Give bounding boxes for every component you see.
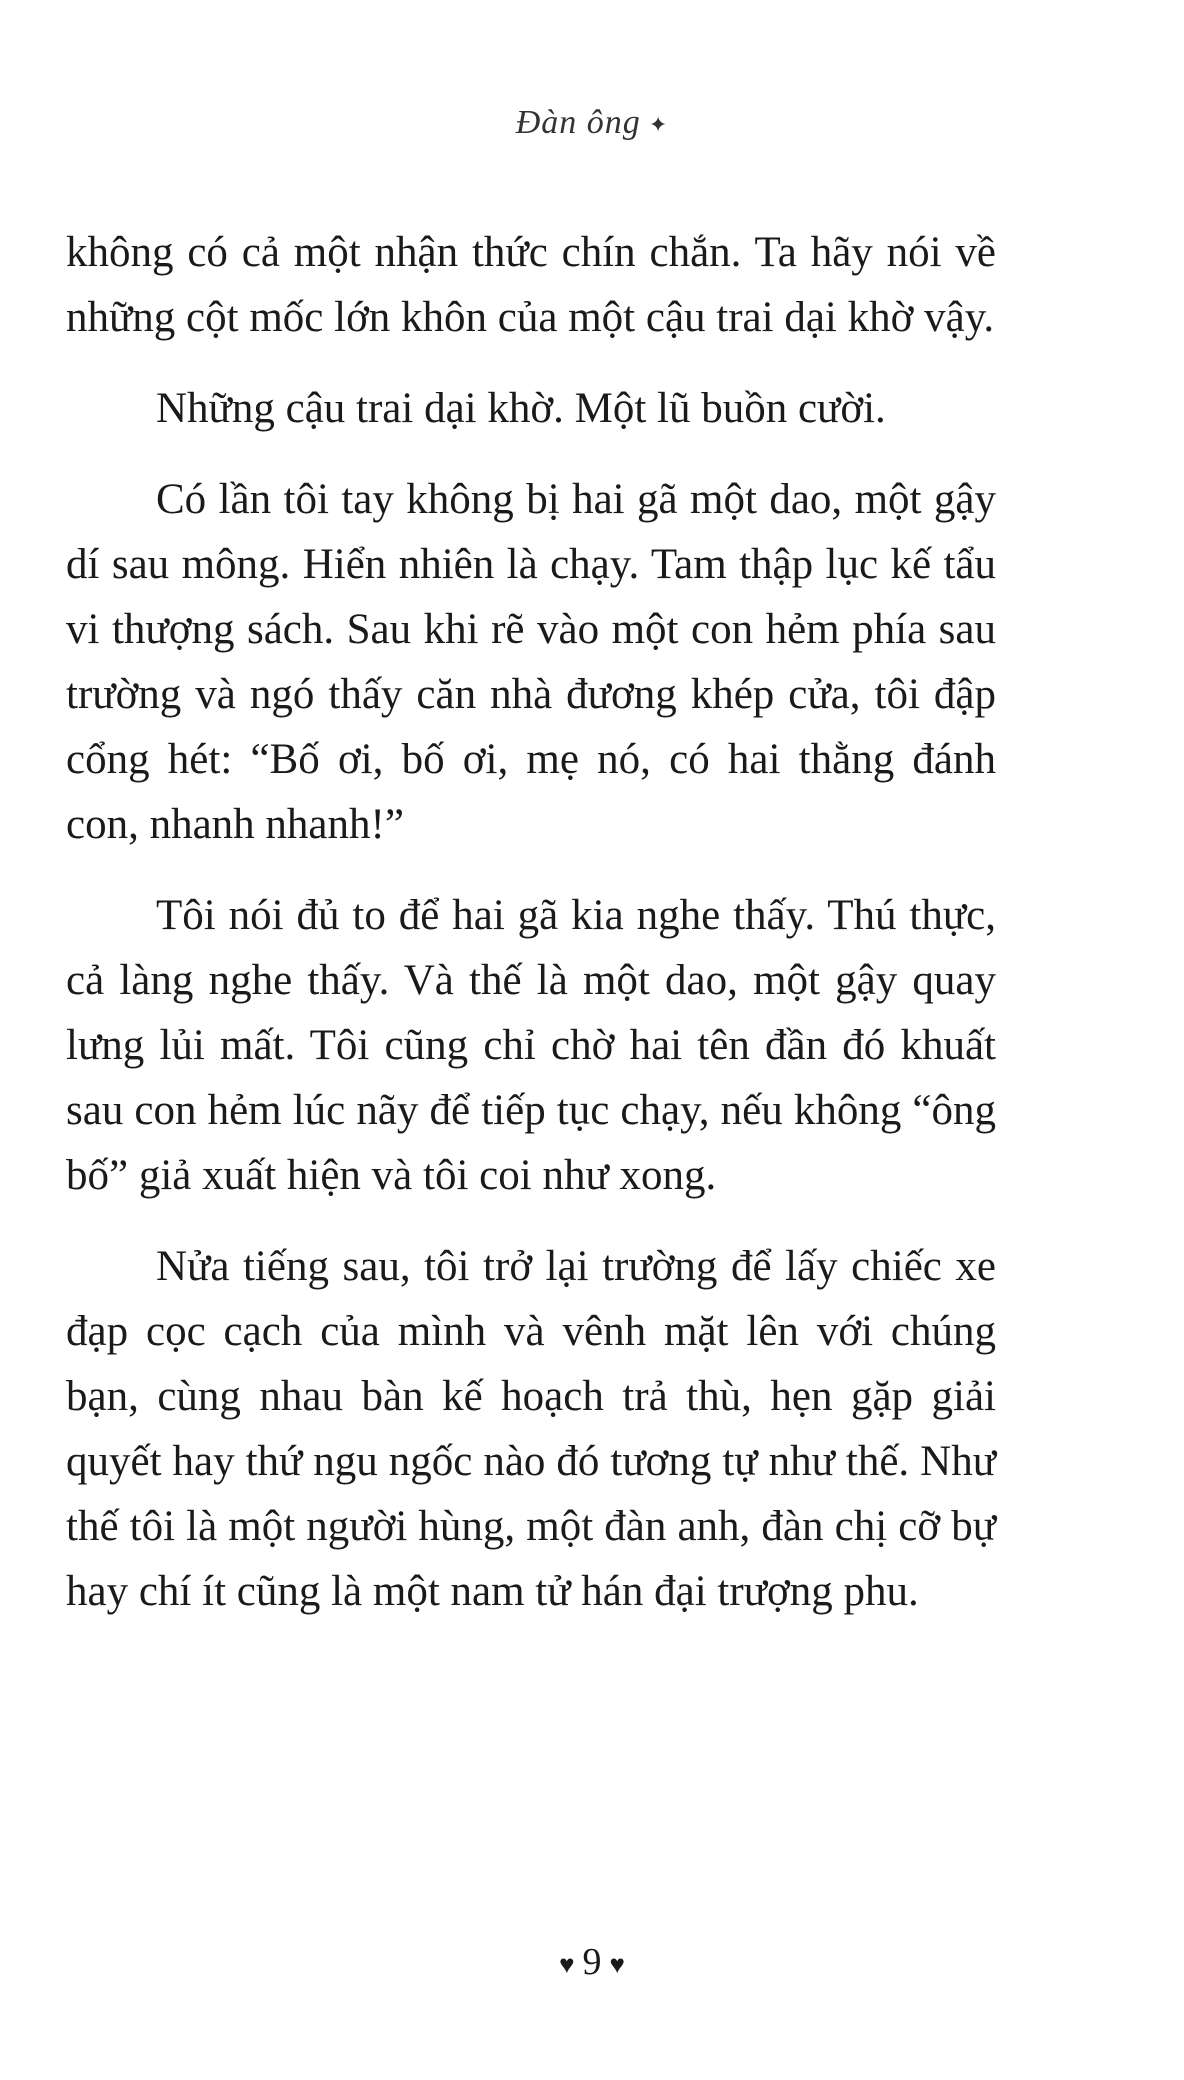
paragraph: Có lần tôi tay không bị hai gã một dao, một gậy dí sau mông. Hiển nhiên là chạy. Tam thập lục kế tẩu vi thượng sách. Sau khi rẽ vào một con hẻm phía sau trường và ngó thấy căn nhà đương khép cửa, tôi đập cổng hét: “Bố ơi, bố ơi, mẹ nó, có hai thằng đánh con, nhanh nhanh!” (66, 476, 996, 848)
paragraph: Nửa tiếng sau, tôi trở lại trường để lấy chiếc xe đạp cọc cạch của mình và vênh mặt lên với chúng bạn, cùng nhau bàn kế hoạch trả thù, hẹn gặp giải quyết hay thứ ngu ngốc nào đó tương tự như thế. Như thế tôi là một người hùng, một đàn anh, đàn chị cỡ bự hay chí ít cũng là một nam tử hán đại trượng phu. (66, 1243, 996, 1615)
running-header-title: Đàn ông (515, 104, 641, 141)
body-text (66, 220, 996, 1650)
paragraph: Tôi nói đủ to để hai gã kia nghe thấy. Thú thực, cả làng nghe thấy. Và thế là một dao, một gậy quay lưng lủi mất. Tôi cũng chỉ chờ hai tên đần đó khuất sau con hẻm lúc nãy để tiếp tục chạy, nếu không “ông bố” giả xuất hiện và tôi coi như xong. (66, 892, 996, 1199)
paragraph: Những cậu trai dại khờ. Một lũ buồn cười. (156, 385, 886, 432)
page-footer (0, 1940, 1184, 1984)
page-number: 9 (582, 1941, 602, 1983)
heart-icon: ♥ (609, 1950, 625, 1980)
heart-icon: ♥ (559, 1950, 575, 1980)
ornament-icon: ✦ (648, 112, 669, 138)
running-header (0, 104, 1184, 142)
paragraph-continued: không có cả một nhận thức chín chắn. Ta hãy nói về những cột mốc lớn khôn của một cậu trai dại khờ vậy. (66, 229, 996, 341)
